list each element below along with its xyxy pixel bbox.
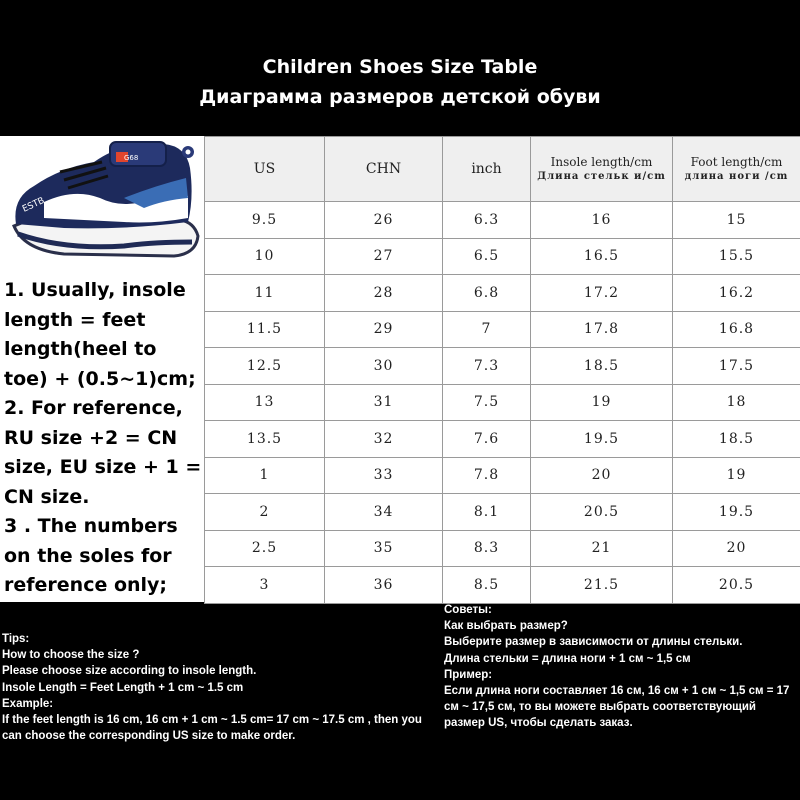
table-header-row bbox=[205, 137, 800, 202]
table-cell: 16 bbox=[531, 202, 673, 239]
table-cell: 11.5 bbox=[205, 311, 325, 348]
table-cell: 15.5 bbox=[673, 238, 800, 275]
note-line: length(heel to bbox=[4, 338, 157, 360]
tip-line: Советы: bbox=[444, 604, 492, 616]
table-cell: 9.5 bbox=[205, 202, 325, 239]
table-cell: 19.5 bbox=[531, 421, 673, 458]
tip-line: Если длина ноги составляет 16 см, 16 см + 1 см ~ 1,5 см = 17 см ~ 17,5 см, то вы можете выбрать соответствующий размер US, чтобы сделать заказ. bbox=[444, 685, 790, 730]
page-subtitle: Диаграмма размеров детской обуви bbox=[199, 86, 601, 108]
tip-line: Выберите размер в зависимости от длины стельки. bbox=[444, 636, 743, 649]
note-line: 1. Usually, insole bbox=[4, 279, 186, 301]
table-cell: 13 bbox=[205, 384, 325, 421]
table-cell: 15 bbox=[673, 202, 800, 239]
table-cell: 3 bbox=[205, 567, 325, 604]
svg-text:G68: G68 bbox=[124, 154, 139, 162]
tips-russian bbox=[444, 602, 800, 732]
note-line: CN size. bbox=[4, 485, 90, 508]
table-cell: 2.5 bbox=[205, 530, 325, 567]
table-cell: 13.5 bbox=[205, 421, 325, 458]
note-line: 3 . The numbers bbox=[4, 515, 178, 537]
table-cell: 19.5 bbox=[673, 494, 800, 531]
table-cell: 21.5 bbox=[531, 567, 673, 604]
tip-line: Example: bbox=[2, 697, 54, 710]
table-cell: 21 bbox=[531, 530, 673, 567]
tip-line: Как выбрать размер? bbox=[444, 620, 568, 633]
tip-line: Tips: bbox=[2, 633, 30, 645]
note-line: size, EU size + 1 = bbox=[4, 456, 202, 478]
table-cell: 18.5 bbox=[531, 348, 673, 385]
table-cell: 18 bbox=[673, 384, 800, 421]
table-cell: 6.8 bbox=[443, 275, 531, 312]
table-cell: 30 bbox=[325, 348, 443, 385]
table-cell: 1 bbox=[205, 457, 325, 494]
table-cell: 20.5 bbox=[531, 494, 673, 531]
header bbox=[0, 0, 800, 136]
table-cell: 7.6 bbox=[443, 421, 531, 458]
shoe-image bbox=[4, 138, 200, 266]
table-row bbox=[205, 275, 800, 312]
tip-line: How to choose the size ? bbox=[2, 649, 140, 662]
note-line: reference only; bbox=[4, 574, 168, 596]
table-cell: 18.5 bbox=[673, 421, 800, 458]
table-cell: 31 bbox=[325, 384, 443, 421]
table-row bbox=[205, 384, 800, 421]
header-insole-length: Insole length/cm Длина стельк и/cm bbox=[531, 137, 673, 202]
table-cell: 7 bbox=[443, 311, 531, 348]
table-cell: 8.5 bbox=[443, 567, 531, 604]
table-cell: 19 bbox=[673, 457, 800, 494]
tip-line: If the feet length is 16 cm, 16 cm + 1 cm ~ 1.5 cm= 17 cm ~ 17.5 cm , then you can choose the corresponding US size to make order. bbox=[2, 714, 422, 743]
table-cell: 27 bbox=[325, 238, 443, 275]
note-line: length = feet bbox=[4, 308, 146, 331]
table-cell: 33 bbox=[325, 457, 443, 494]
svg-text:ESTB: ESTB bbox=[21, 195, 47, 215]
table-cell: 17.5 bbox=[673, 348, 800, 385]
table-cell: 7.3 bbox=[443, 348, 531, 385]
table-cell: 12.5 bbox=[205, 348, 325, 385]
size-notes bbox=[4, 276, 204, 601]
header-inch: inch bbox=[443, 137, 531, 202]
note-line: on the soles for bbox=[4, 544, 172, 567]
table-cell: 29 bbox=[325, 311, 443, 348]
table-cell: 35 bbox=[325, 530, 443, 567]
table-row bbox=[205, 238, 800, 275]
table-cell: 36 bbox=[325, 567, 443, 604]
note-line: RU size +2 = CN bbox=[4, 426, 178, 449]
table-cell: 20.5 bbox=[673, 567, 800, 604]
table-row bbox=[205, 457, 800, 494]
header-us: US bbox=[205, 137, 325, 202]
left-panel bbox=[0, 136, 204, 602]
note-line: toe) + (0.5~1)cm; bbox=[4, 367, 196, 390]
header-chn: CHN bbox=[325, 137, 443, 202]
size-table bbox=[204, 136, 800, 602]
table-cell: 16.5 bbox=[531, 238, 673, 275]
table-row bbox=[205, 421, 800, 458]
table-row bbox=[205, 567, 800, 604]
tips-english bbox=[2, 631, 440, 744]
table-row bbox=[205, 202, 800, 239]
table-cell: 7.5 bbox=[443, 384, 531, 421]
table-cell: 17.8 bbox=[531, 311, 673, 348]
table-cell: 6.5 bbox=[443, 238, 531, 275]
tip-line: Insole Length = Feet Length + 1 cm ~ 1.5 cm bbox=[2, 681, 244, 694]
table-cell: 17.2 bbox=[531, 275, 673, 312]
table-cell: 20 bbox=[673, 530, 800, 567]
page-title: Children Shoes Size Table bbox=[262, 56, 538, 78]
table-cell: 34 bbox=[325, 494, 443, 531]
tip-line: Длина стельки = длина ноги + 1 см ~ 1,5 см bbox=[444, 652, 691, 665]
tip-line: Please choose size according to insole length. bbox=[2, 665, 257, 678]
table-row bbox=[205, 494, 800, 531]
table-row bbox=[205, 311, 800, 348]
table-cell: 8.3 bbox=[443, 530, 531, 567]
table-row bbox=[205, 530, 800, 567]
tip-line: Пример: bbox=[444, 668, 493, 681]
table-cell: 6.3 bbox=[443, 202, 531, 239]
table-cell: 26 bbox=[325, 202, 443, 239]
table-cell: 11 bbox=[205, 275, 325, 312]
table-cell: 8.1 bbox=[443, 494, 531, 531]
table-cell: 10 bbox=[205, 238, 325, 275]
table-cell: 16.2 bbox=[673, 275, 800, 312]
table-row bbox=[205, 348, 800, 385]
table-cell: 7.8 bbox=[443, 457, 531, 494]
table-cell: 20 bbox=[531, 457, 673, 494]
table-cell: 32 bbox=[325, 421, 443, 458]
table-cell: 19 bbox=[531, 384, 673, 421]
table-cell: 2 bbox=[205, 494, 325, 531]
table-cell: 16.8 bbox=[673, 311, 800, 348]
note-line: 2. For reference, bbox=[4, 397, 183, 419]
header-foot-length: Foot length/cm длина ноги /cm bbox=[673, 137, 800, 202]
table-cell: 28 bbox=[325, 275, 443, 312]
